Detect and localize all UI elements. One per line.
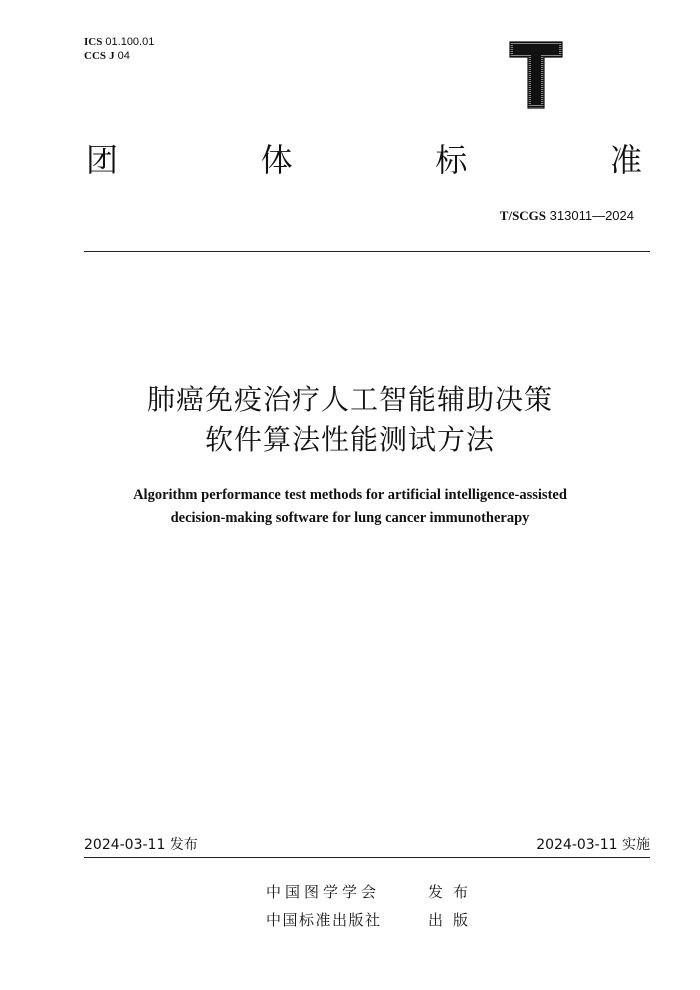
organizations xyxy=(266,878,478,934)
bottom-divider xyxy=(84,857,650,858)
title-english-line: Algorithm performance test methods for artificial intelligence-assisted xyxy=(133,487,567,503)
organization-action: 出版 xyxy=(428,911,479,929)
standard-type-char: 标 xyxy=(435,141,468,179)
ics-value: 01.100.01 xyxy=(105,36,155,48)
standard-t-logo xyxy=(508,40,564,110)
standard-type-char: 团 xyxy=(86,141,119,179)
ccs-code xyxy=(84,49,154,63)
organization-action: 发布 xyxy=(428,883,479,901)
ics-label: ICS xyxy=(84,36,103,48)
standard-type-char: 准 xyxy=(609,141,642,179)
classification-codes xyxy=(84,35,154,63)
title-english-line: decision-making software for lung cancer immunotherapy xyxy=(170,510,530,526)
title-english xyxy=(0,484,700,530)
standard-number xyxy=(500,208,634,224)
ccs-value: 04 xyxy=(117,50,130,62)
organization-row xyxy=(266,906,478,934)
ccs-letter: J xyxy=(109,50,115,62)
standard-number-prefix: T/SCGS xyxy=(499,208,547,223)
organization-name: 中国图学学会 xyxy=(266,883,381,901)
organization-row xyxy=(266,878,478,906)
organization-name: 中国标准出版社 xyxy=(266,911,382,929)
publish-date: 2024-03-11 发布 xyxy=(84,837,198,853)
top-divider xyxy=(84,251,650,252)
ics-code xyxy=(84,35,154,49)
standard-type-heading xyxy=(86,140,642,180)
ccs-label: CCS xyxy=(84,50,107,62)
implement-date: 2024-03-11 实施 xyxy=(536,837,650,853)
title-chinese-line: 肺癌免疫治疗人工智能辅助决策 xyxy=(146,383,553,416)
title-chinese xyxy=(0,380,700,460)
title-chinese-line: 软件算法性能测试方法 xyxy=(204,423,495,456)
standard-type-char: 体 xyxy=(260,141,293,179)
standard-number-code: 313011—2024 xyxy=(549,208,634,223)
